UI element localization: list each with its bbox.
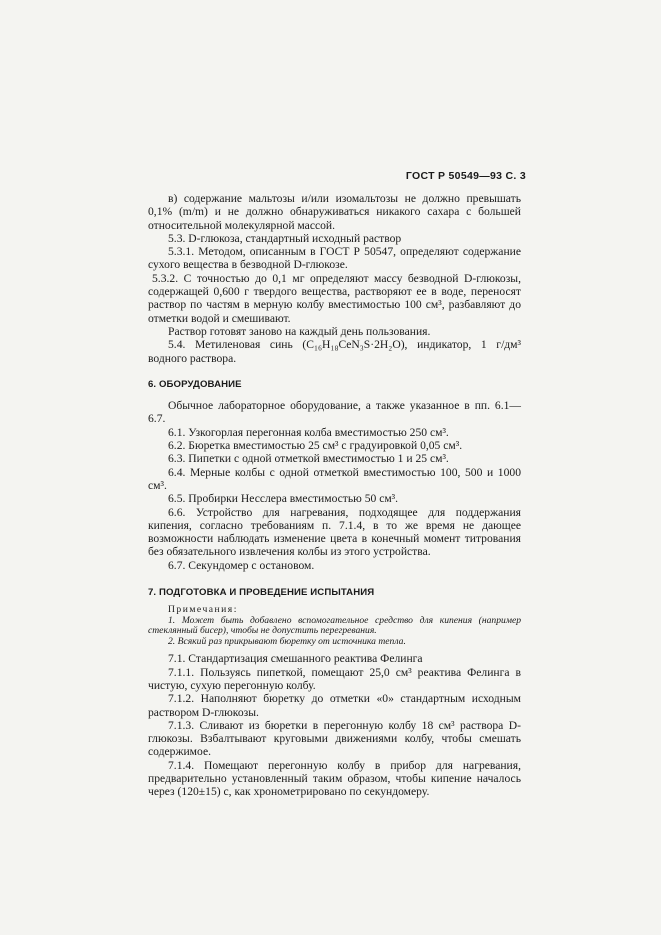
note-1: 1. Может быть добавлено вспомогательное средство для кипения (например стеклянный бисер), чтобы не допустить перегревания. <box>148 614 521 637</box>
paragraph-6-2: 6.2. Бюретка вместимостью 25 см³ с градуировкой 0,05 см³. <box>168 439 463 453</box>
paragraph-7-1: 7.1. Стандартизация смешанного реактива Фелинга <box>168 652 423 666</box>
paragraph-7-1-2: 7.1.2. Наполняют бюретку до отметки «0» стандартным исходным раствором D-глюкозы. <box>148 692 521 719</box>
paragraph-5-3: 5.3. D-глюкоза, стандартный исходный раствор <box>168 231 402 245</box>
section-7-heading: 7. ПОДГОТОВКА И ПРОВЕДЕНИЕ ИСПЫТАНИЯ <box>148 587 375 599</box>
notes-title: Примечания: <box>168 604 238 616</box>
paragraph-6-1: 6.1. Узкогорлая перегонная колба вместимостью 250 см³. <box>168 425 449 439</box>
paragraph-6-7: 6.7. Секундомер с остановом. <box>168 558 315 572</box>
paragraph-6-4: 6.4. Мерные колбы с одной отметкой вместимостью 100, 500 и 1000 см³. <box>148 465 521 492</box>
paragraph-6-5: 6.5. Пробирки Несслера вместимостью 50 см³. <box>168 492 399 506</box>
paragraph-5-4: 5.4. Метиленовая синь (C₁₆H₁₈CeN₃S·2H₂O), индикатор, 1 г/дм³ водного раствора. <box>148 338 521 365</box>
paragraph-5-3-2: 5.3.2. С точностью до 0,1 мг определяют массу безводной D-глюкозы, содержащей 0,600 г твердого вещества, растворяют ее в воде, переносят раствор по частям в мерную колбу вместимостью 100 см³, разбавляют до отметки водой и смешивают. <box>148 271 521 325</box>
paragraph-5-3-1: 5.3.1. Методом, описанным в ГОСТ Р 50547, определяют содержание сухого вещества в безводной D-глюкозе. <box>148 245 521 272</box>
document-reference: ГОСТ Р 50549—93 С. 3 <box>405 170 526 182</box>
paragraph-solution-note: Раствор готовят заново на каждый день пользования. <box>168 324 431 338</box>
note-2: 2. Всякий раз прикрывают бюретку от источника тепла. <box>168 635 406 647</box>
document-body <box>148 192 521 799</box>
paragraph-6-3: 6.3. Пипетки с одной отметкой вместимостью 1 и 25 см³. <box>168 452 449 466</box>
paragraph-7-1-4: 7.1.4. Помещают перегонную колбу в прибор для нагревания, предварительно установленный таким образом, чтобы кипение началось через (120±15) с, как хронометрировано по секундомеру. <box>148 758 521 799</box>
section-6-heading: 6. ОБОРУДОВАНИЕ <box>148 378 242 390</box>
paragraph-6-6: 6.6. Устройство для нагревания, подходящее для поддержания кипения, согласно требованиям п. 7.1.4, в то же время не дающее возможности наблюдать изменение цвета в конечный момент титрования без обязательного извлечения колбы из этого устройства. <box>148 505 521 559</box>
paragraph-7-1-1: 7.1.1. Пользуясь пипеткой, помещают 25,0 см³ реактива Фелинга в чистую, сухую перегонную колбу. <box>148 665 521 692</box>
paragraph-7-1-3: 7.1.3. Сливают из бюретки в перегонную колбу 18 см³ раствора D-глюкозы. Взбалтывают круговыми движениями колбу, чтобы смешать содержимое. <box>148 718 521 759</box>
paragraph-6-intro: Обычное лабораторное оборудование, а также указанное в пп. 6.1—6.7. <box>148 399 521 426</box>
paragraph-maltose: в) содержание мальтозы и/или изомальтозы не должно превышать 0,1% (m/m) и не должно обнаруживаться никакого сахара с большей относительной молекулярной массой. <box>148 192 521 232</box>
